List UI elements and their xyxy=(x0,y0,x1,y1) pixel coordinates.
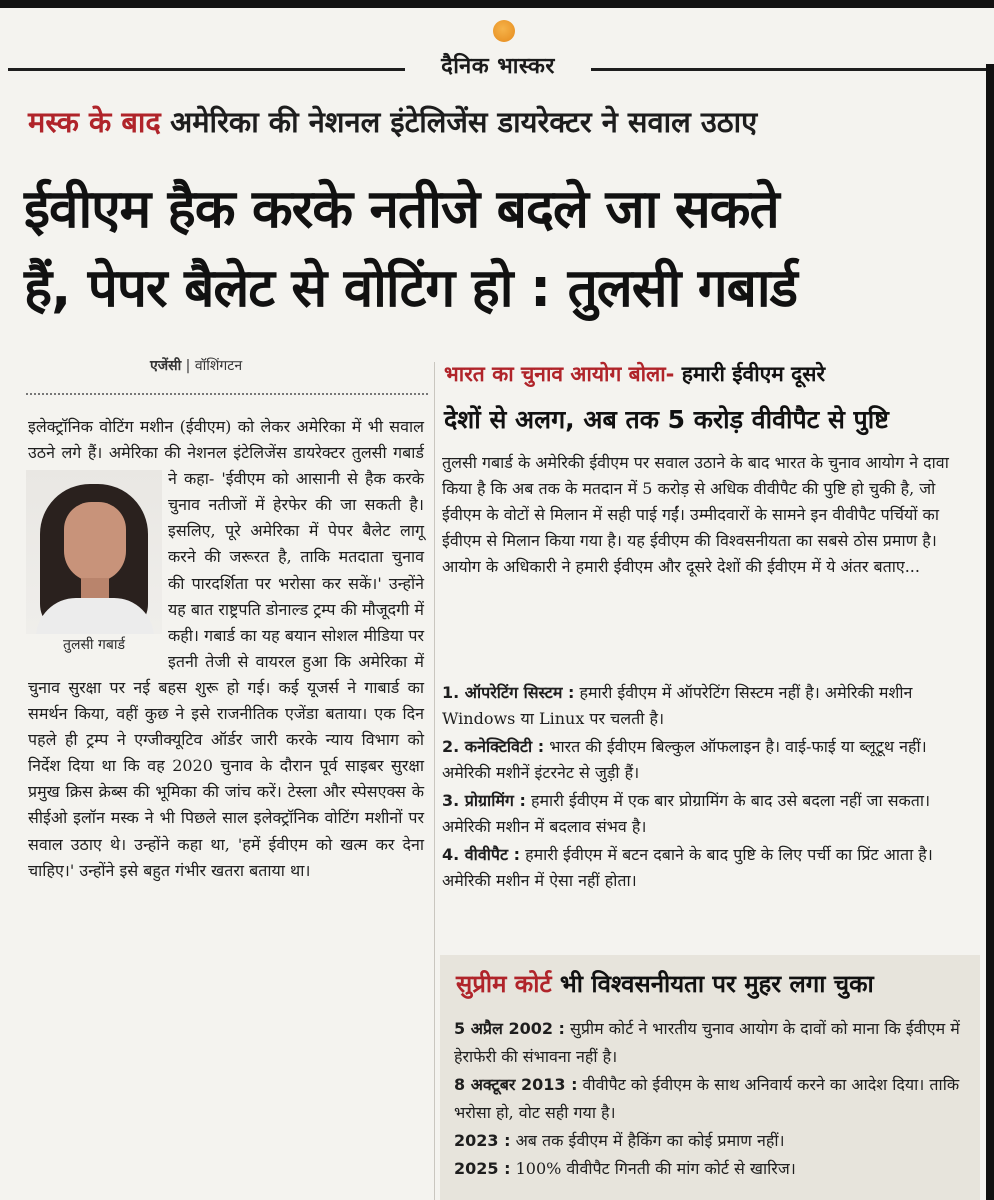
byline-place: वॉशिंगटन xyxy=(194,358,243,374)
photo-coat xyxy=(36,598,154,638)
court-item-text: सुप्रीम कोर्ट ने भारतीय चुनाव आयोग के दावों को माना कि ईवीएम में हेराफेरी की संभावना नहीं है। xyxy=(454,1019,960,1066)
court-item-4 xyxy=(454,1155,970,1183)
point-1 xyxy=(442,680,972,732)
court-item-1 xyxy=(454,1015,970,1071)
portrait-photo xyxy=(26,470,162,656)
kicker xyxy=(28,102,757,141)
headline xyxy=(24,170,984,328)
court-item-label: 5 अप्रैल 2002 : xyxy=(454,1019,565,1038)
byline-agency: एजेंसी xyxy=(150,358,182,374)
headline-line-1: ईवीएम हैक करके नतीजे बदले जा सकते xyxy=(24,179,779,240)
panel-heading-red: सुप्रीम कोर्ट xyxy=(456,970,552,998)
court-item-label: 2023 : xyxy=(454,1131,511,1150)
sun-icon xyxy=(493,20,515,42)
point-text: भारत की ईवीएम बिल्कुल ऑफलाइन है। वाई-फाई या ब्लूटूथ नहीं। अमेरिकी मशीनें इंटरनेट से जुड़ी हैं। xyxy=(442,737,927,782)
byline-separator: | xyxy=(181,358,195,374)
kicker-highlight: मस्क के बाद xyxy=(28,105,161,139)
dotted-rule xyxy=(26,393,428,395)
headline-line-2: हैं, पेपर बैलेट से वोटिंग हो : तुलसी गबार्ड xyxy=(24,258,797,319)
point-4 xyxy=(442,842,972,894)
right-heading-red: भारत का चुनाव आयोग बोला- xyxy=(444,362,675,386)
point-label: 1. ऑपरेटिंग सिस्टम : xyxy=(442,683,575,702)
masthead-logo xyxy=(405,20,591,86)
top-bar xyxy=(0,0,994,8)
court-timeline xyxy=(454,1015,970,1183)
byline xyxy=(150,356,242,375)
court-item-text: 100% वीवीपैट गिनती की मांग कोर्ट से खारिज। xyxy=(510,1159,796,1178)
court-item-3 xyxy=(454,1127,970,1155)
left-body: ने कहा- 'ईवीएम को आसानी से हैक करके चुनाव नतीजों में हेरफेर की जा सकती है। इसलिए, पूरे अमेरिका में पेपर बैलेट लागू करने की जरूरत है, ताकि मतदाता चुनाव की पारदर्शिता पर भरोसा कर सकें।' उन्होंने यह बात राष्ट्रपति डोनाल्ड ट्रम्प की मौजूदगी में कही। गबार्ड का यह बयान सोशल मीडिया पर इतनी तेजी से वायरल हुआ कि अमेरिका में चुनाव सुरक्षा पर नई बहस शुरू हो गई। कई यूजर्स ने गाबार्ड का समर्थन किया, वहीं कुछ ने इसे राजनीतिक एजेंडा बताया। एक दिन पहले ही ट्रम्प ने एग्जीक्यूटिव ऑर्डर जारी करके न्याय विभाग को निर्देश दिया था कि वह 2020 चुनाव के दौरान पूर्व साइबर सुरक्षा प्रमुख क्रिस क्रेब्स की भूमिका की जांच करें। टेस्ला और स्पेसएक्स के सीईओ इलॉन मस्क ने भी पिछले साल इलेक्ट्रॉनिक वोटिंग मशीनों पर सवाल उठाए थे। उन्होंने कहा था, 'हमें ईवीएम को खत्म कर देना चाहिए।' उन्होंने इसे बहुत गंभीर खतरा बताया था। xyxy=(28,469,424,880)
point-label: 4. वीवीपैट : xyxy=(442,845,520,864)
right-paragraph: तुलसी गबार्ड के अमेरिकी ईवीएम पर सवाल उठाने के बाद भारत के चुनाव आयोग ने दावा किया है कि अब तक के मतदान में 5 करोड़ से अधिक वीवीपैट की पुष्टि हो चुकी है, जो ईवीएम के वोटों से मिलान में सही पाई गईं। उम्मीदवारों के सामने इन वीवीपैट पर्चियों का ईवीएम से मिलान किया गया है। यह ईवीएम की विश्वसनीयता का सबसे ठोस प्रमाण है। आयोग के अधिकारी ने हमारी ईवीएम और दूसरे देशों की ईवीएम में ये अंतर बताए... xyxy=(442,453,949,576)
point-2 xyxy=(442,734,972,786)
right-subheading: देशों से अलग, अब तक 5 करोड़ वीवीपैट से पुष्टि xyxy=(444,405,889,434)
point-text: हमारी ईवीएम में बटन दबाने के बाद पुष्टि के लिए पर्ची का प्रिंट आता है। अमेरिकी मशीन में ऐसा नहीं होता। xyxy=(442,845,933,890)
point-label: 3. प्रोग्रामिंग : xyxy=(442,791,526,810)
right-edge xyxy=(986,64,994,1200)
photo-face xyxy=(64,502,126,582)
court-item-2 xyxy=(454,1071,970,1127)
point-3 xyxy=(442,788,972,840)
panel-heading-dark: भी विश्वसनीयता पर मुहर लगा चुका xyxy=(551,970,874,998)
left-intro: इलेक्ट्रॉनिक वोटिंग मशीन (ईवीएम) को लेकर अमेरिका में भी सवाल उठने लगे हैं। अमेरिका की नेशनल इंटेलिजेंस डायरेक्टर तुलसी गबार्ड xyxy=(28,417,424,463)
court-item-text: अब तक ईवीएम में हैकिंग का कोई प्रमाण नहीं। xyxy=(510,1131,785,1150)
right-heading xyxy=(444,360,825,388)
court-item-label: 2025 : xyxy=(454,1159,511,1178)
column-separator xyxy=(434,362,435,1200)
logo-text: दैनिक भास्कर xyxy=(441,54,555,79)
point-text: हमारी ईवीएम में एक बार प्रोग्रामिंग के बाद उसे बदला नहीं जा सकता। अमेरिकी मशीन में बदलाव संभव है। xyxy=(442,791,931,836)
right-heading-dark: हमारी ईवीएम दूसरे xyxy=(674,362,826,386)
photo-caption: तुलसी गबार्ड xyxy=(26,634,162,656)
court-item-label: 8 अक्टूबर 2013 : xyxy=(454,1075,578,1094)
left-column xyxy=(28,414,424,884)
kicker-rest: अमेरिका की नेशनल इंटेलिजेंस डायरेक्टर ने सवाल उठाए xyxy=(170,105,758,139)
point-label: 2. कनेक्टिविटी : xyxy=(442,737,545,756)
comparison-points xyxy=(442,680,972,896)
supreme-court-panel xyxy=(440,955,980,1200)
point-text: हमारी ईवीएम में ऑपरेटिंग सिस्टम नहीं है। अमेरिकी मशीन Windows या Linux पर चलती है। xyxy=(442,683,913,728)
court-item-text: वीवीपैट को ईवीएम के साथ अनिवार्य करने का आदेश दिया। ताकि भरोसा हो, वोट सही गया है। xyxy=(454,1075,960,1122)
panel-heading xyxy=(456,967,874,1000)
